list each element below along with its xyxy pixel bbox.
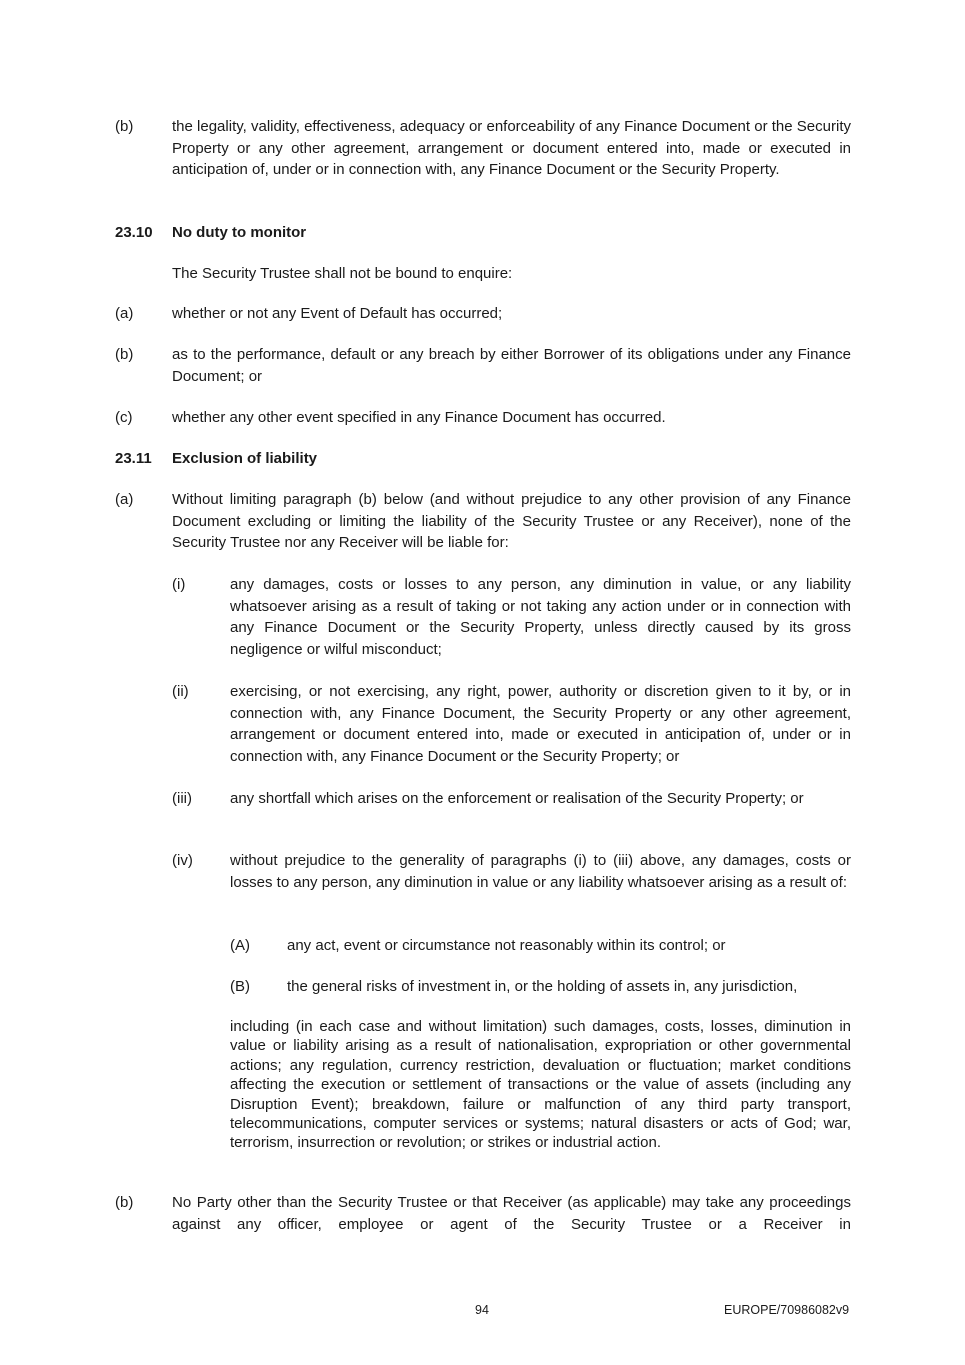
paragraph-label: (a) — [115, 305, 134, 322]
subparagraph-text: without prejudice to the generality of paragraphs (i) to (iii) above, any damages, costs or losses to any person, any diminution in value or any liability whatsoever arising as a result of: — [230, 852, 851, 891]
paragraph-text: whether any other event specified in any Finance Document has occurred. — [172, 409, 666, 426]
paragraph-label: (a) — [115, 491, 134, 508]
section-title: No duty to monitor — [172, 224, 307, 241]
paragraph-label: (b) — [115, 1194, 134, 1211]
subparagraph-label: (ii) — [172, 683, 189, 700]
section-title: Exclusion of liability — [172, 450, 318, 467]
subclause-label: (A) — [230, 937, 250, 954]
paragraph-label: (b) — [115, 118, 134, 135]
subparagraph-label: (i) — [172, 576, 186, 593]
paragraph-label: (c) — [115, 409, 133, 426]
section-number: 23.11 — [115, 450, 152, 467]
paragraph-label: (b) — [115, 346, 134, 363]
section-number: 23.10 — [115, 224, 153, 241]
paragraph-text: the legality, validity, effectiveness, adequacy or enforceability of any Finance Document or the Security Property or any other agreement, arrangement or document entered into, made or executed in anticipation of, under or in connection with, any Finance Document or the Security Property. — [172, 118, 851, 179]
subparagraph-text: exercising, or not exercising, any right, power, authority or discretion given to it by, or in connection with, any Finance Document, the Security Property or any other agreement, arrangement or document entered into, made or executed in anticipation of, under or in connection with, any Finance Document or the Security Property; or — [230, 683, 851, 765]
paragraph-text: No Party other than the Security Trustee or that Receiver (as applicable) may take any proceedings against any officer, employee or agent of the Security Trustee or a Receiver in — [172, 1194, 851, 1233]
document-reference: EUROPE/70986082v9 — [724, 1303, 850, 1317]
subclause-text: any act, event or circumstance not reasonably within its control; or — [287, 937, 726, 954]
subparagraph-continuation: including (in each case and without limitation) such damages, costs, losses, diminution in value or liability arising as a result of nationalisation, expropriation or other governmental actions; any regulation, currency restriction, devaluation or fluctuation; market conditions affecting the execution or settlement of transactions or the value of assets (including any Disruption Event); breakdown, failure or malfunction of any third party transport, telecommunications, computer services or systems; natural disasters or acts of God; war, terrorism, insurrection or revolution; or strikes or industrial action. — [230, 1018, 851, 1152]
subparagraph-text: any shortfall which arises on the enforcement or realisation of the Security Property; or — [230, 790, 804, 807]
paragraph-text: as to the performance, default or any breach by either Borrower of its obligations under any Finance Document; or — [172, 346, 851, 385]
paragraph-text: whether or not any Event of Default has occurred; — [172, 305, 503, 322]
paragraph-text: Without limiting paragraph (b) below (and without prejudice to any other provision of any Finance Document excluding or limiting the liability of the Security Trustee or any Receiver), none of the Security Trustee nor any Receiver will be liable for: — [172, 491, 851, 552]
page-number: 94 — [475, 1303, 489, 1317]
section-intro: The Security Trustee shall not be bound to enquire: — [172, 265, 513, 282]
subparagraph-label: (iii) — [172, 790, 192, 807]
subparagraph-text: any damages, costs or losses to any person, any diminution in value, or any liability whatsoever arising as a result of taking or not taking any action under or in connection with any Finance Document or the Security Property, unless directly caused by its gross negligence or wilful misconduct; — [230, 576, 851, 658]
subclause-label: (B) — [230, 978, 250, 995]
subclause-text: the general risks of investment in, or the holding of assets in, any jurisdiction, — [287, 978, 798, 995]
subparagraph-label: (iv) — [172, 852, 193, 869]
